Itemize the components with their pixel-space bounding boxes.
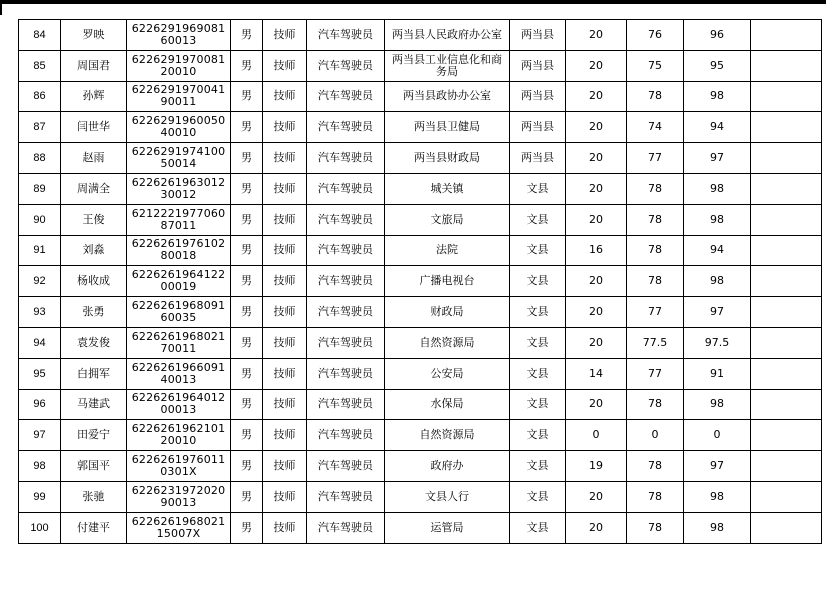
table-row: [19, 420, 822, 451]
cell-unit: 财政局: [385, 297, 510, 328]
cell-no: 98: [19, 451, 61, 482]
cell-score2: 78: [627, 81, 684, 112]
cell-name: 王俊: [61, 204, 127, 235]
cell-unit: 自然资源局: [385, 327, 510, 358]
cell-occupation: 汽车驾驶员: [307, 112, 385, 143]
cell-gender: 男: [231, 173, 263, 204]
cell-score1: 16: [566, 235, 627, 266]
cell-no: 93: [19, 297, 61, 328]
cell-name: 郭国平: [61, 451, 127, 482]
cell-score3: 98: [684, 512, 751, 543]
cell-note: [751, 235, 822, 266]
cell-note: [751, 327, 822, 358]
cell-title: 技师: [263, 327, 307, 358]
cell-note: [751, 20, 822, 51]
cell-score2: 77.5: [627, 327, 684, 358]
cell-unit: 运管局: [385, 512, 510, 543]
cell-gender: 男: [231, 143, 263, 174]
cell-unit: 两当县财政局: [385, 143, 510, 174]
cell-note: [751, 266, 822, 297]
table-container: [18, 19, 822, 544]
cell-score1: 0: [566, 420, 627, 451]
cell-name: 付建平: [61, 512, 127, 543]
cell-no: 95: [19, 358, 61, 389]
cell-score1: 20: [566, 512, 627, 543]
cell-no: 86: [19, 81, 61, 112]
cell-occupation: 汽车驾驶员: [307, 389, 385, 420]
cell-occupation: 汽车驾驶员: [307, 358, 385, 389]
cell-id_number: 622626196401200013: [127, 389, 231, 420]
cell-gender: 男: [231, 20, 263, 51]
cell-county: 文县: [510, 204, 566, 235]
cell-name: 孙辉: [61, 81, 127, 112]
table-row: [19, 143, 822, 174]
previous-table-left-border: [0, 0, 2, 15]
cell-occupation: 汽车驾驶员: [307, 451, 385, 482]
cell-gender: 男: [231, 112, 263, 143]
cell-title: 技师: [263, 512, 307, 543]
cell-note: [751, 451, 822, 482]
cell-title: 技师: [263, 297, 307, 328]
cell-score2: 78: [627, 512, 684, 543]
cell-score1: 20: [566, 112, 627, 143]
cell-occupation: 汽车驾驶员: [307, 173, 385, 204]
cell-unit: 文县人行: [385, 481, 510, 512]
cell-score2: 78: [627, 481, 684, 512]
cell-id_number: 622626196802170011: [127, 327, 231, 358]
cell-name: 田爱宁: [61, 420, 127, 451]
cell-unit: 法院: [385, 235, 510, 266]
cell-name: 周国君: [61, 50, 127, 81]
cell-score1: 20: [566, 327, 627, 358]
cell-id_number: 622629196005040010: [127, 112, 231, 143]
cell-gender: 男: [231, 451, 263, 482]
table-row: [19, 173, 822, 204]
table-row: [19, 204, 822, 235]
cell-occupation: 汽车驾驶员: [307, 297, 385, 328]
cell-title: 技师: [263, 451, 307, 482]
cell-no: 100: [19, 512, 61, 543]
cell-score1: 20: [566, 20, 627, 51]
cell-score3: 97: [684, 451, 751, 482]
cell-county: 两当县: [510, 143, 566, 174]
cell-score3: 97: [684, 143, 751, 174]
cell-id_number: 622629197008120010: [127, 50, 231, 81]
cell-county: 两当县: [510, 112, 566, 143]
cell-score3: 98: [684, 481, 751, 512]
cell-score1: 14: [566, 358, 627, 389]
cell-name: 张驰: [61, 481, 127, 512]
cell-score3: 91: [684, 358, 751, 389]
cell-gender: 男: [231, 389, 263, 420]
cell-score3: 94: [684, 235, 751, 266]
cell-score1: 20: [566, 143, 627, 174]
cell-county: 文县: [510, 173, 566, 204]
cell-name: 袁发俊: [61, 327, 127, 358]
cell-id_number: 621222197706087011: [127, 204, 231, 235]
cell-name: 闫世华: [61, 112, 127, 143]
cell-occupation: 汽车驾驶员: [307, 235, 385, 266]
cell-no: 87: [19, 112, 61, 143]
cell-score3: 98: [684, 204, 751, 235]
cell-title: 技师: [263, 20, 307, 51]
cell-county: 文县: [510, 389, 566, 420]
cell-gender: 男: [231, 420, 263, 451]
cell-note: [751, 297, 822, 328]
cell-unit: 广播电视台: [385, 266, 510, 297]
cell-no: 92: [19, 266, 61, 297]
cell-score2: 77: [627, 358, 684, 389]
cell-note: [751, 204, 822, 235]
cell-score1: 20: [566, 204, 627, 235]
cell-no: 94: [19, 327, 61, 358]
cell-score2: 78: [627, 173, 684, 204]
cell-note: [751, 173, 822, 204]
cell-title: 技师: [263, 112, 307, 143]
cell-id_number: 622626196609140013: [127, 358, 231, 389]
table-row: [19, 20, 822, 51]
cell-id_number: 622626196809160035: [127, 297, 231, 328]
cell-name: 周满全: [61, 173, 127, 204]
cell-gender: 男: [231, 481, 263, 512]
table-row: [19, 235, 822, 266]
cell-title: 技师: [263, 81, 307, 112]
cell-no: 96: [19, 389, 61, 420]
cell-id_number: 622626196301230012: [127, 173, 231, 204]
table-row: [19, 266, 822, 297]
cell-county: 文县: [510, 266, 566, 297]
cell-unit: 两当县工业信息化和商务局: [385, 50, 510, 81]
cell-unit: 城关镇: [385, 173, 510, 204]
cell-unit: 两当县卫健局: [385, 112, 510, 143]
cell-score3: 96: [684, 20, 751, 51]
cell-title: 技师: [263, 358, 307, 389]
cell-gender: 男: [231, 358, 263, 389]
cell-unit: 文旅局: [385, 204, 510, 235]
cell-score1: 20: [566, 297, 627, 328]
table-row: [19, 50, 822, 81]
cell-score2: 78: [627, 204, 684, 235]
cell-occupation: 汽车驾驶员: [307, 327, 385, 358]
cell-id_number: 622629196908160013: [127, 20, 231, 51]
cell-score2: 75: [627, 50, 684, 81]
cell-score1: 19: [566, 451, 627, 482]
table-row: [19, 112, 822, 143]
cell-score2: 77: [627, 143, 684, 174]
cell-name: 刘淼: [61, 235, 127, 266]
cell-score2: 78: [627, 235, 684, 266]
cell-score2: 77: [627, 297, 684, 328]
cell-occupation: 汽车驾驶员: [307, 420, 385, 451]
cell-title: 技师: [263, 420, 307, 451]
cell-county: 两当县: [510, 50, 566, 81]
cell-score1: 20: [566, 481, 627, 512]
cell-unit: 公安局: [385, 358, 510, 389]
cell-title: 技师: [263, 50, 307, 81]
table-row: [19, 297, 822, 328]
cell-title: 技师: [263, 266, 307, 297]
cell-county: 文县: [510, 327, 566, 358]
table-row: [19, 358, 822, 389]
cell-gender: 男: [231, 297, 263, 328]
cell-score3: 98: [684, 266, 751, 297]
cell-score1: 20: [566, 266, 627, 297]
cell-no: 88: [19, 143, 61, 174]
cell-occupation: 汽车驾驶员: [307, 204, 385, 235]
cell-id_number: 622626196802115007X: [127, 512, 231, 543]
cell-note: [751, 358, 822, 389]
cell-score2: 74: [627, 112, 684, 143]
cell-name: 白拥军: [61, 358, 127, 389]
cell-county: 文县: [510, 481, 566, 512]
cell-title: 技师: [263, 481, 307, 512]
cell-no: 91: [19, 235, 61, 266]
score-table-body: [19, 20, 822, 544]
cell-no: 97: [19, 420, 61, 451]
cell-name: 杨收成: [61, 266, 127, 297]
cell-no: 85: [19, 50, 61, 81]
cell-score2: 0: [627, 420, 684, 451]
cell-score3: 98: [684, 389, 751, 420]
cell-score1: 20: [566, 81, 627, 112]
cell-score1: 20: [566, 389, 627, 420]
cell-no: 84: [19, 20, 61, 51]
cell-no: 99: [19, 481, 61, 512]
cell-score3: 97.5: [684, 327, 751, 358]
table-row: [19, 81, 822, 112]
cell-unit: 水保局: [385, 389, 510, 420]
cell-id_number: 622626197610280018: [127, 235, 231, 266]
cell-unit: 两当县人民政府办公室: [385, 20, 510, 51]
cell-county: 两当县: [510, 20, 566, 51]
cell-note: [751, 112, 822, 143]
cell-note: [751, 81, 822, 112]
cell-id_number: 622629197410050014: [127, 143, 231, 174]
cell-gender: 男: [231, 50, 263, 81]
cell-title: 技师: [263, 389, 307, 420]
cell-title: 技师: [263, 143, 307, 174]
cell-id_number: 62262619760110301X: [127, 451, 231, 482]
cell-no: 90: [19, 204, 61, 235]
cell-county: 文县: [510, 235, 566, 266]
cell-name: 马建武: [61, 389, 127, 420]
cell-note: [751, 143, 822, 174]
cell-id_number: 622629197004190011: [127, 81, 231, 112]
table-row: [19, 481, 822, 512]
cell-score3: 0: [684, 420, 751, 451]
cell-unit: 自然资源局: [385, 420, 510, 451]
cell-id_number: 622623197202090013: [127, 481, 231, 512]
cell-occupation: 汽车驾驶员: [307, 266, 385, 297]
cell-score3: 94: [684, 112, 751, 143]
cell-county: 文县: [510, 358, 566, 389]
cell-note: [751, 481, 822, 512]
cell-name: 罗映: [61, 20, 127, 51]
cell-title: 技师: [263, 173, 307, 204]
cell-id_number: 622626196412200019: [127, 266, 231, 297]
cell-score1: 20: [566, 50, 627, 81]
cell-unit: 政府办: [385, 451, 510, 482]
cell-score3: 98: [684, 173, 751, 204]
cell-title: 技师: [263, 235, 307, 266]
cell-name: 张勇: [61, 297, 127, 328]
table-row: [19, 327, 822, 358]
cell-id_number: 622626196210120010: [127, 420, 231, 451]
cell-score3: 97: [684, 297, 751, 328]
cell-name: 赵雨: [61, 143, 127, 174]
cell-note: [751, 389, 822, 420]
cell-county: 两当县: [510, 81, 566, 112]
cell-county: 文县: [510, 420, 566, 451]
cell-gender: 男: [231, 327, 263, 358]
cell-score2: 76: [627, 20, 684, 51]
cell-note: [751, 512, 822, 543]
cell-gender: 男: [231, 235, 263, 266]
cell-occupation: 汽车驾驶员: [307, 20, 385, 51]
cell-gender: 男: [231, 81, 263, 112]
cell-score1: 20: [566, 173, 627, 204]
personnel-score-table: [18, 19, 822, 544]
table-row: [19, 451, 822, 482]
cell-gender: 男: [231, 512, 263, 543]
cell-occupation: 汽车驾驶员: [307, 50, 385, 81]
cell-score2: 78: [627, 266, 684, 297]
cell-unit: 两当县政协办公室: [385, 81, 510, 112]
cell-note: [751, 50, 822, 81]
cell-score2: 78: [627, 389, 684, 420]
cell-county: 文县: [510, 512, 566, 543]
cell-gender: 男: [231, 266, 263, 297]
cell-county: 文县: [510, 451, 566, 482]
cell-score3: 98: [684, 81, 751, 112]
cell-score2: 78: [627, 451, 684, 482]
cell-score3: 95: [684, 50, 751, 81]
cell-occupation: 汽车驾驶员: [307, 481, 385, 512]
previous-table-bottom-border: [0, 0, 826, 4]
cell-occupation: 汽车驾驶员: [307, 512, 385, 543]
cell-note: [751, 420, 822, 451]
table-row: [19, 389, 822, 420]
cell-occupation: 汽车驾驶员: [307, 143, 385, 174]
cell-gender: 男: [231, 204, 263, 235]
cell-occupation: 汽车驾驶员: [307, 81, 385, 112]
cell-title: 技师: [263, 204, 307, 235]
table-row: [19, 512, 822, 543]
cell-no: 89: [19, 173, 61, 204]
cell-county: 文县: [510, 297, 566, 328]
